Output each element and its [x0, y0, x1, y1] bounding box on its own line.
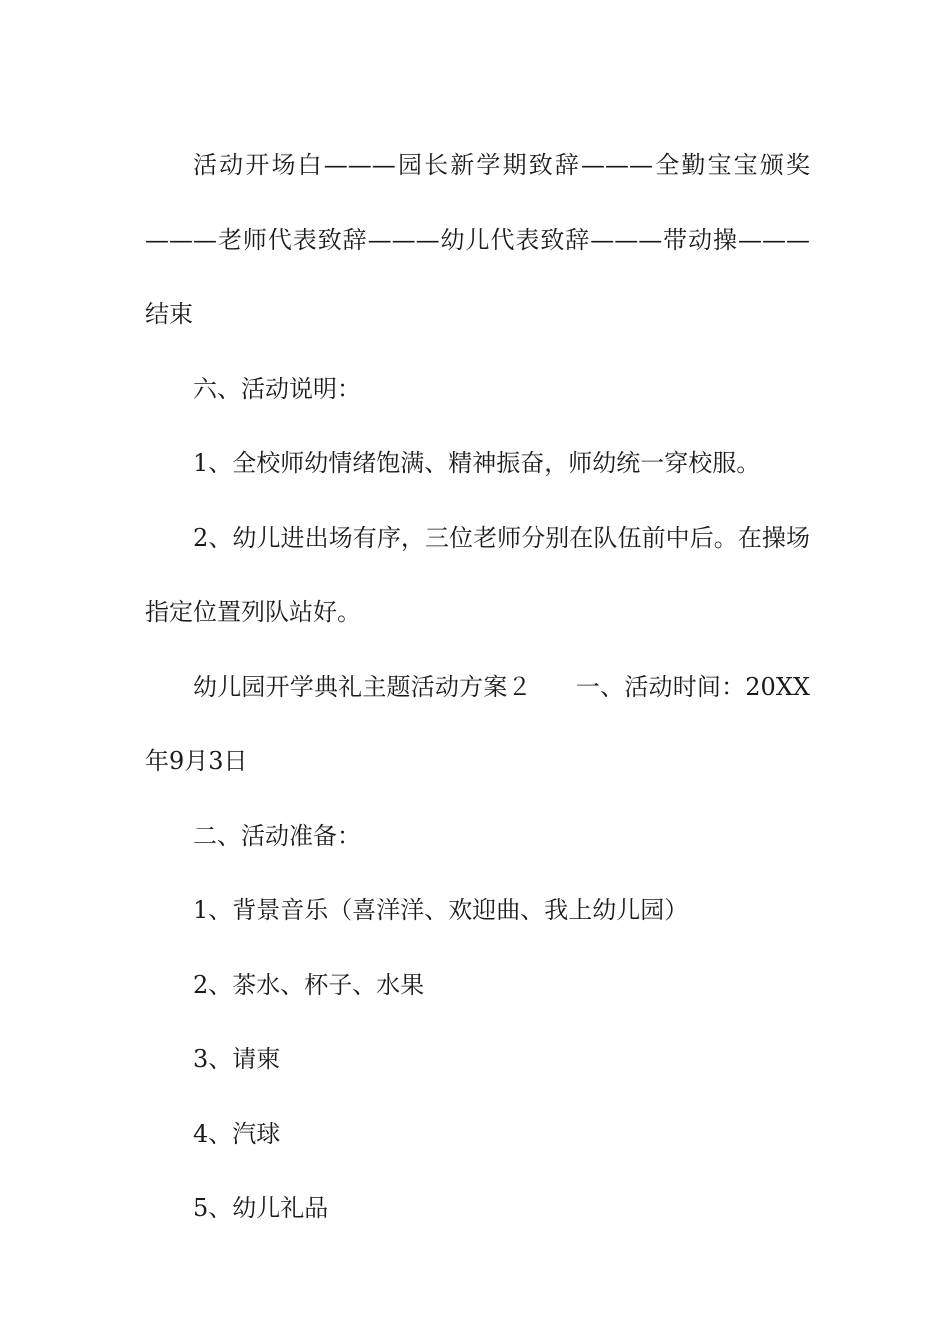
section-heading-preparation: 二、活动准备： — [193, 821, 361, 850]
activity-flow-paragraph: 活动开场白———园长新学期致辞———全勤宝宝颁奖———老师代表致辞———幼儿代表致辞———带动操———结束 — [145, 151, 810, 328]
plan-2-paragraph — [145, 650, 810, 799]
prep-item-2: 2、茶水、杯子、水果 — [193, 970, 425, 999]
document-body — [145, 128, 810, 1246]
note-item-1: 1、全校师幼情绪饱满、精神振奋，师幼统一穿校服。 — [193, 449, 761, 477]
section-heading-activity-notes: 六、活动说明： — [193, 374, 361, 403]
plan-2-title: 幼儿园开学典礼主题活动方案２ — [193, 672, 532, 701]
prep-item-5: 5、幼儿礼品 — [193, 1194, 329, 1222]
prep-item-4: 4、汽球 — [193, 1119, 281, 1148]
activity-time: 一、活动时间：20XX年9月3日 — [145, 672, 811, 775]
prep-item-1: 1、背景音乐（喜洋洋、欢迎曲、我上幼儿园） — [193, 896, 689, 924]
note-item-2: 2、幼儿进出场有序，三位老师分别在队伍前中后。在操场指定位置列队站好。 — [145, 523, 810, 626]
prep-item-3: 3、请柬 — [193, 1045, 281, 1073]
